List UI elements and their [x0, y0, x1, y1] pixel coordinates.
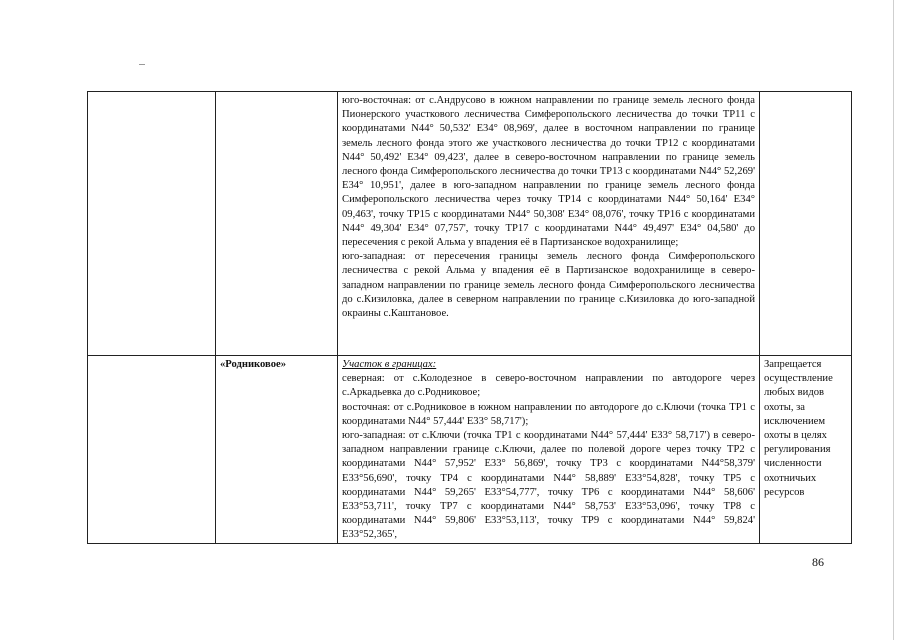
table-row: [88, 92, 852, 356]
area-name-cell: [216, 92, 338, 356]
page-number: 86: [812, 555, 824, 569]
boundary-paragraph: юго-западная: от пересечения границы земель лесного фонда Симферопольского лесничества с рекой Альма у впадения её в Партизанское водохранилище в северо-западном направлении по границе земель лесного фонда Симферопольского лесничества до с.Кизиловка, далее в северном направлении по границе с.Кизиловка до юго-западной окраины с.Каштановое.: [342, 251, 755, 320]
boundary-description-cell: [338, 92, 760, 356]
boundary-paragraph: северная: от с.Колодезное в северо-восточном направлении по автодороге через с.Аркадьевка до с.Родниковое;: [342, 373, 755, 399]
page-edge-line: [893, 0, 894, 640]
scan-mark: [139, 64, 145, 65]
restriction-cell: [760, 92, 852, 356]
boundary-paragraph: восточная: от с.Родниковое в южном направлении по автодороге до с.Ключи (точка ТР1 с координатами N44° 57,444' E33° 58,717');: [342, 401, 755, 427]
boundary-paragraph: юго-западная: от с.Ключи (точка ТР1 с координатами N44° 57,444' E33° 58,717') в северо-западном направлении границе с.Ключи, далее по полевой дороге через точку ТР2 с координатами N44° 57,952' E33° 56,869', точку ТР3 с координатами N44°58,379' E33°56,690', точку ТР4 с координатами N44° 58,889' E33°54,828', точку ТР5 с координатами N44° 59,265' E33°54,777', точку ТР6 с координатами N44° 58,606' E33°53,711', точку ТР7 с координатами N44° 58,753' E33°53,096', точку ТР8 с координатами N44° 59,806' E33°53,113', точку ТР9 с координатами N44° 59,824' E33°52,365',: [342, 430, 755, 541]
table-row: [88, 356, 852, 544]
boundary-heading: Участок в границах:: [342, 359, 437, 370]
restriction-cell: Запрещается осуществление любых видов охоты, за исключением охоты в целях регулирования численности охотничьих ресурсов: [760, 356, 852, 544]
hunting-grounds-table: [87, 91, 852, 544]
boundary-description-cell: [338, 356, 760, 544]
region-cell: [88, 356, 216, 544]
area-name-cell: «Родниковое»: [216, 356, 338, 544]
boundary-paragraph: юго-восточная: от с.Андрусово в южном направлении по границе земель лесного фонда Пионерского участкового лесничества Симферопольского лесничества до точки ТР11 с координатами N44° 50,532' E34° 08,969', далее в восточном направлении по границе земель лесного фонда этого же участкового лесничества до точки ТР12 с координатами N44° 50,492' E34° 09,423', далее в северо-восточном направлении по границе земель лесного фонда Симферопольского лесничества до точки ТР13 с координатами N44° 52,269' E34° 10,951', далее в юго-западном направлении по границе земель лесного фонда Симферопольского лесничества через точку ТР14 с координатами N44° 50,164' E34° 09,463', точку ТР15 с координатами N44° 50,308' E34° 08,076', точку ТР16 с координатами N44° 49,304' E34° 07,757', точку ТР17 с координатами N44° 49,497' E34° 04,580' до пересечения с рекой Альма у впадения её в Партизанское водохранилище;: [342, 95, 755, 249]
region-cell: [88, 92, 216, 356]
